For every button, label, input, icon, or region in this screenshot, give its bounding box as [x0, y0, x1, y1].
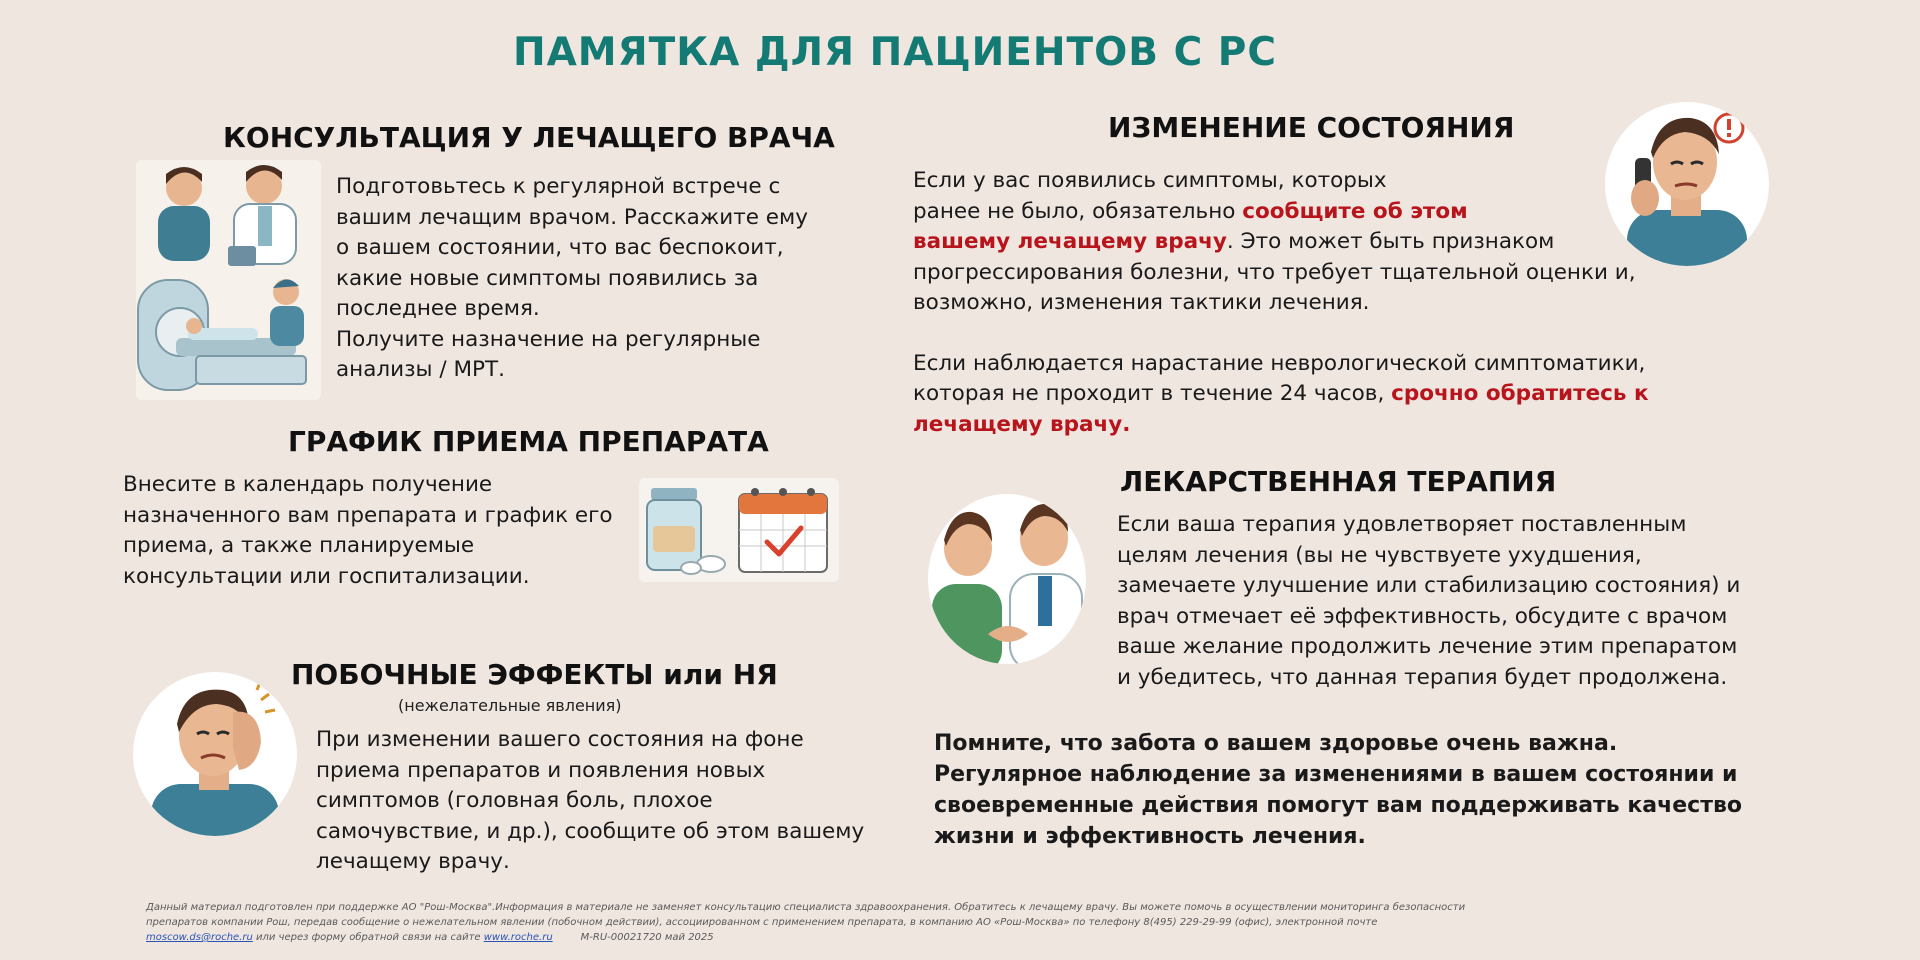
therapy-heading: ЛЕКАРСТВЕННАЯ ТЕРАПИЯ [1120, 465, 1557, 498]
website-link[interactable]: www.roche.ru [483, 932, 553, 943]
therapy-text [1117, 510, 1740, 693]
condition-alert: вашему лечащему врачу [913, 229, 1227, 254]
schedule-text [123, 470, 613, 592]
consultation-line: Получите назначение на регулярные [336, 326, 761, 352]
condition-change-heading: ИЗМЕНЕНИЕ СОСТОЯНИЯ [1108, 111, 1515, 144]
page-title: ПАМЯТКА ДЛЯ ПАЦИЕНТОВ С РС [512, 30, 1278, 75]
document-code: M-RU-00021720 май 2025 [580, 932, 714, 943]
schedule-line: приема, а также планируемые [123, 533, 475, 558]
footer-line: препаратов компании Рош, передав сообщение о нежелательном явлении (побочном действии), ассоциированном с применением препарата, в компанию АО «Рош-Москва» по телефону 8(495) 229-29-99 (офис), электронной почте [146, 917, 1378, 928]
pill-calendar-icon [639, 478, 839, 582]
schedule-heading: ГРАФИК ПРИЕМА ПРЕПАРАТА [288, 425, 769, 458]
condition-change-text [913, 166, 1649, 440]
condition-line [913, 227, 1649, 258]
condition-line: прогрессирования болезни, что требует тщательной оценки и, [913, 259, 1636, 285]
consultation-heading: КОНСУЛЬТАЦИЯ У ЛЕЧАЩЕГО ВРАЧА [223, 121, 835, 154]
side-effects-line: симптомов (головная боль, плохое [316, 788, 713, 813]
paragraph-gap [913, 319, 1649, 349]
reminder-line: своевременные действия помогут вам поддерживать качество [934, 793, 1742, 818]
condition-line: Если у вас появились симптомы, которых [913, 168, 1387, 193]
side-effects-text [316, 725, 864, 878]
therapy-line: целям лечения (вы не чувствуете ухудшения, [1117, 542, 1642, 568]
condition-alert: лечащему врачу. [913, 411, 1131, 437]
side-effects-heading: ПОБОЧНЫЕ ЭФФЕКТЫ или НЯ [291, 658, 778, 691]
condition-line: возможно, изменения тактики лечения. [913, 290, 1370, 315]
consultation-line: анализы / МРТ. [336, 357, 505, 382]
consultation-line: вашим лечащим врачом. Расскажите ему [336, 204, 808, 230]
therapy-line: врач отмечает её эффективность, обсудите с врачом [1117, 603, 1728, 629]
condition-alert: сообщите об этом [1242, 198, 1468, 224]
consultation-line: Подготовьтесь к регулярной встрече с [336, 174, 781, 199]
consultation-line: о вашем состоянии, что вас беспокоит, [336, 235, 784, 260]
handshake-icon [928, 494, 1086, 664]
therapy-line: замечаете улучшение или стабилизацию состояния) и [1117, 573, 1741, 598]
side-effects-line: приема препаратов и появления новых [316, 757, 766, 783]
headache-icon [133, 672, 297, 836]
side-effects-subheading: (нежелательные явления) [398, 696, 622, 715]
reminder-line: Регулярное наблюдение за изменениями в вашем состоянии и [934, 762, 1738, 787]
schedule-line: назначенного вам препарата и график его [123, 502, 613, 528]
schedule-line: консультации или госпитализации. [123, 563, 530, 589]
reminder-text [934, 728, 1742, 852]
condition-line [913, 197, 1649, 228]
side-effects-line: самочувствие, и др.), сообщите об этом вашему [316, 818, 865, 844]
footer-text: или через форму обратной связи на сайте [252, 932, 484, 943]
schedule-line: Внесите в календарь получение [123, 472, 493, 497]
footer-line [146, 930, 1465, 945]
footer-disclaimer [146, 900, 1465, 945]
therapy-line: и убедитесь, что данная терапия будет продолжена. [1117, 664, 1728, 690]
therapy-line: Если ваша терапия удовлетворяет поставленным [1117, 512, 1687, 537]
doctor-consultation-icon [136, 160, 321, 400]
footer-line: Данный материал подготовлен при поддержке АО "Рош-Москва".Информация в материале не заменяет консультацию специалиста здравоохранения. Обратитесь к лечащему врачу. Вы можете помочь в осуществлении мониторинга безопасности [146, 902, 1466, 913]
condition-text: ранее не было, обязательно [913, 198, 1243, 224]
email-link[interactable]: moscow.ds@roche.ru [146, 932, 253, 943]
reminder-line: жизни и эффективность лечения. [934, 824, 1366, 849]
therapy-line: ваше желание продолжить лечение этим препаратом [1117, 634, 1738, 659]
reminder-line: Помните, что забота о вашем здоровье очень важна. [934, 731, 1618, 756]
consultation-line: какие новые симптомы появились за [336, 265, 759, 291]
condition-line [913, 379, 1649, 410]
condition-alert: срочно обратитесь к [1391, 381, 1649, 406]
side-effects-line: лечащему врачу. [316, 849, 510, 874]
condition-text: . Это может быть признаком [1226, 229, 1555, 254]
side-effects-line: При изменении вашего состояния на фоне [316, 727, 804, 752]
consultation-line: последнее время. [336, 296, 540, 321]
consultation-text [336, 172, 808, 386]
condition-text: которая не проходит в течение 24 часов, [913, 381, 1392, 406]
condition-line: Если наблюдается нарастание неврологической симптоматики, [913, 350, 1646, 376]
